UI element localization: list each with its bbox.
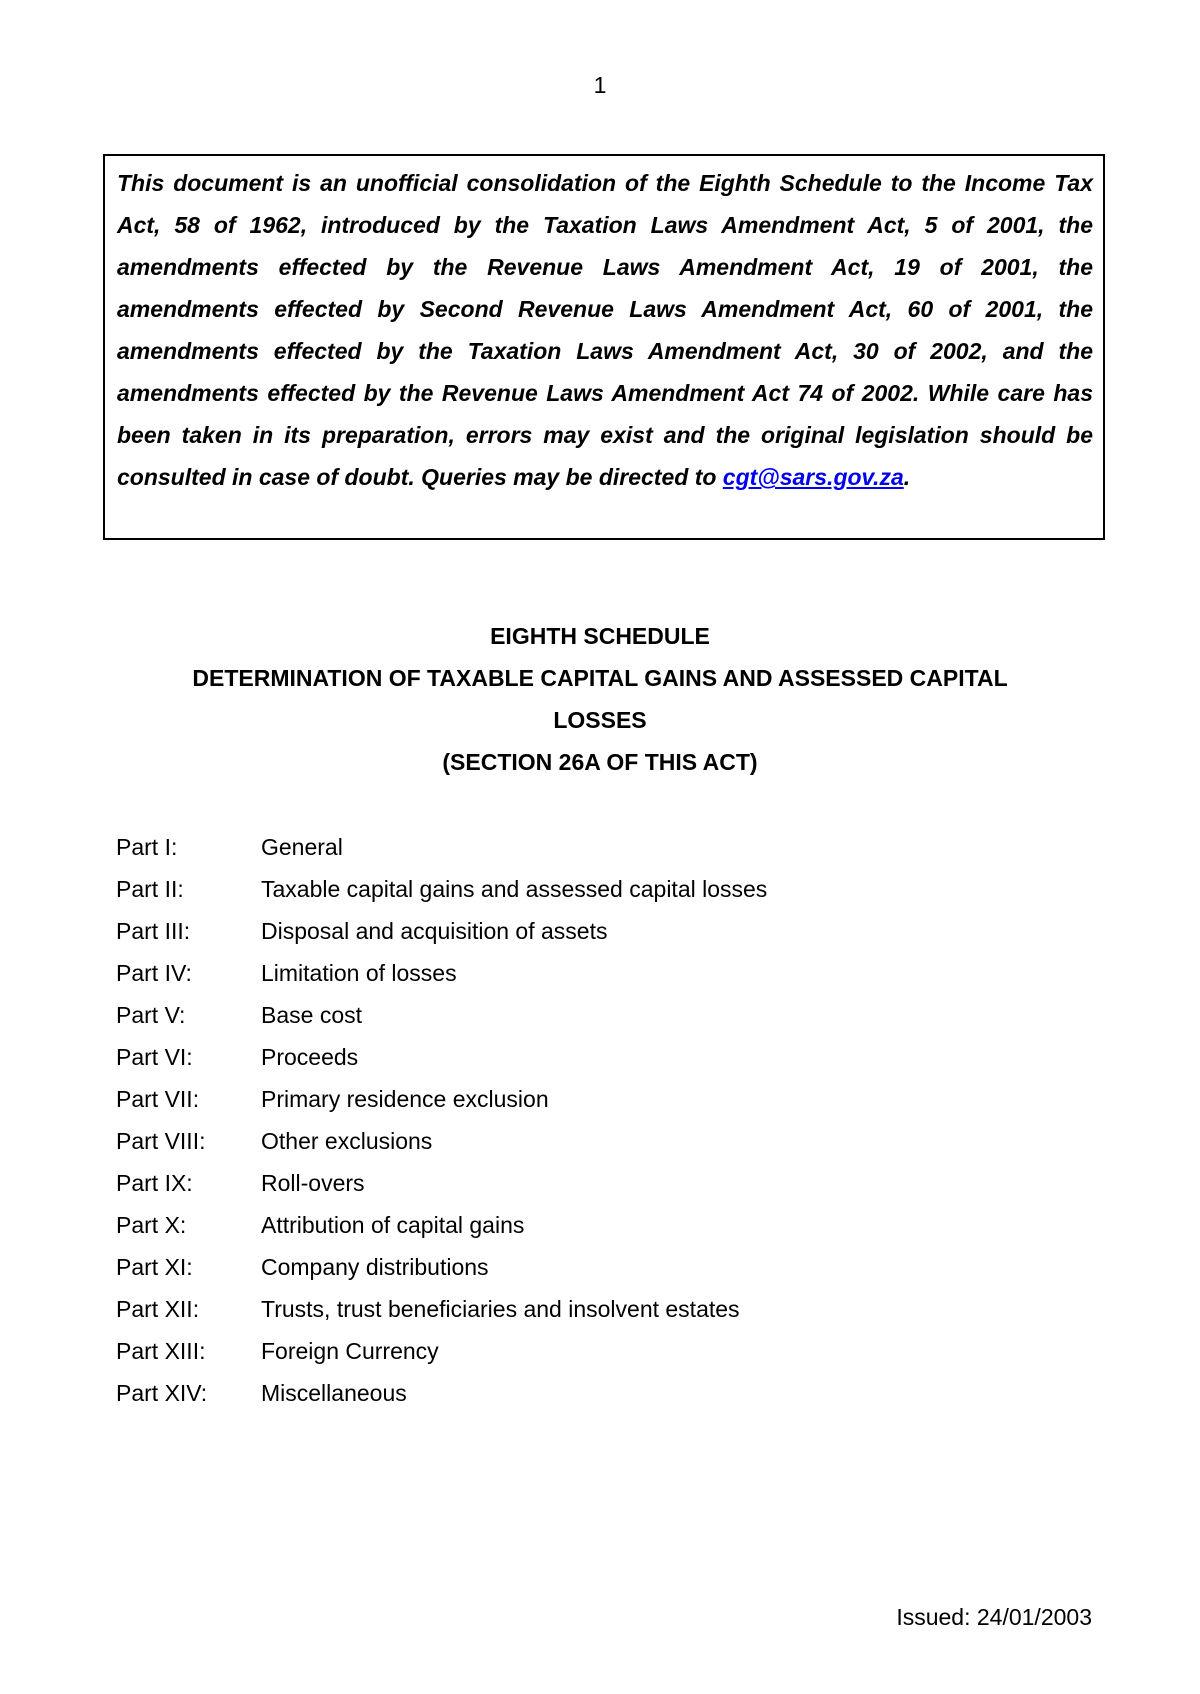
part-row (116, 1330, 1016, 1372)
part-row (116, 1288, 1016, 1330)
parts-list (116, 826, 1016, 1414)
part-title: General (261, 834, 343, 860)
part-title: Disposal and acquisition of assets (261, 918, 608, 944)
part-title: Taxable capital gains and assessed capital losses (261, 876, 768, 902)
part-label: Part III: (116, 918, 191, 944)
disclaimer-box (103, 154, 1105, 540)
part-title: Attribution of capital gains (261, 1212, 525, 1238)
disclaimer-end: . (903, 464, 911, 490)
part-label: Part V: (116, 1002, 186, 1028)
email-link[interactable]: cgt@sars.gov.za (722, 464, 904, 490)
part-title: Primary residence exclusion (261, 1086, 549, 1112)
part-title: Proceeds (261, 1044, 359, 1070)
part-label: Part VI: (116, 1044, 193, 1070)
part-row (116, 1204, 1016, 1246)
page-number: 1 (593, 72, 607, 98)
part-row (116, 1036, 1016, 1078)
disclaimer-body: This document is an unofficial consolidation of the Eighth Schedule to the Income Tax Act, 58 of 1962, introduced by the Taxation Laws Amendment Act, 5 of 2001, the amendments effected by the Revenue Laws Amendment Act, 19 of 2001, the amendments effected by Second Revenue Laws Amendment Act, 60 of 2001, the amendments effected by the Taxation Laws Amendment Act, 30 of 2002, and the amendments effected by the Revenue Laws Amendment Act 74 of 2002. While care has been taken in its preparation, errors may exist and the original legislation should be consulted in case of doubt. Queries may be directed to (117, 170, 1093, 490)
part-title: Limitation of losses (261, 960, 457, 986)
part-row (116, 910, 1016, 952)
part-row (116, 826, 1016, 868)
schedule-heading (0, 615, 1200, 783)
part-label: Part IX: (116, 1170, 193, 1196)
part-label: Part XII: (116, 1296, 200, 1322)
part-row (116, 1120, 1016, 1162)
schedule-subtitle-line-1: DETERMINATION OF TAXABLE CAPITAL GAINS AND ASSESSED CAPITAL (192, 665, 1008, 691)
part-label: Part II: (116, 876, 184, 902)
part-label: Part XIII: (116, 1338, 206, 1364)
part-title: Base cost (261, 1002, 362, 1028)
part-title: Company distributions (261, 1254, 489, 1280)
schedule-section-ref: (SECTION 26A OF THIS ACT) (442, 749, 758, 775)
part-label: Part I: (116, 834, 178, 860)
part-title: Other exclusions (261, 1128, 433, 1154)
part-row (116, 1162, 1016, 1204)
part-row (116, 1246, 1016, 1288)
part-label: Part VII: (116, 1086, 200, 1112)
part-row (116, 1078, 1016, 1120)
part-row (116, 868, 1016, 910)
part-row (116, 1372, 1016, 1414)
part-title: Miscellaneous (261, 1380, 407, 1406)
part-label: Part XI: (116, 1254, 193, 1280)
part-row (116, 952, 1016, 994)
part-title: Trusts, trust beneficiaries and insolvent estates (261, 1296, 740, 1322)
schedule-title: EIGHTH SCHEDULE (490, 623, 710, 649)
part-title: Foreign Currency (261, 1338, 439, 1364)
part-label: Part IV: (116, 960, 192, 986)
disclaimer-text (117, 162, 1093, 498)
schedule-subtitle-line-2: LOSSES (553, 707, 647, 733)
part-label: Part XIV: (116, 1380, 208, 1406)
part-label: Part X: (116, 1212, 187, 1238)
issued-date: Issued: 24/01/2003 (896, 1604, 1092, 1630)
part-label: Part VIII: (116, 1128, 206, 1154)
part-title: Roll-overs (261, 1170, 365, 1196)
part-row (116, 994, 1016, 1036)
